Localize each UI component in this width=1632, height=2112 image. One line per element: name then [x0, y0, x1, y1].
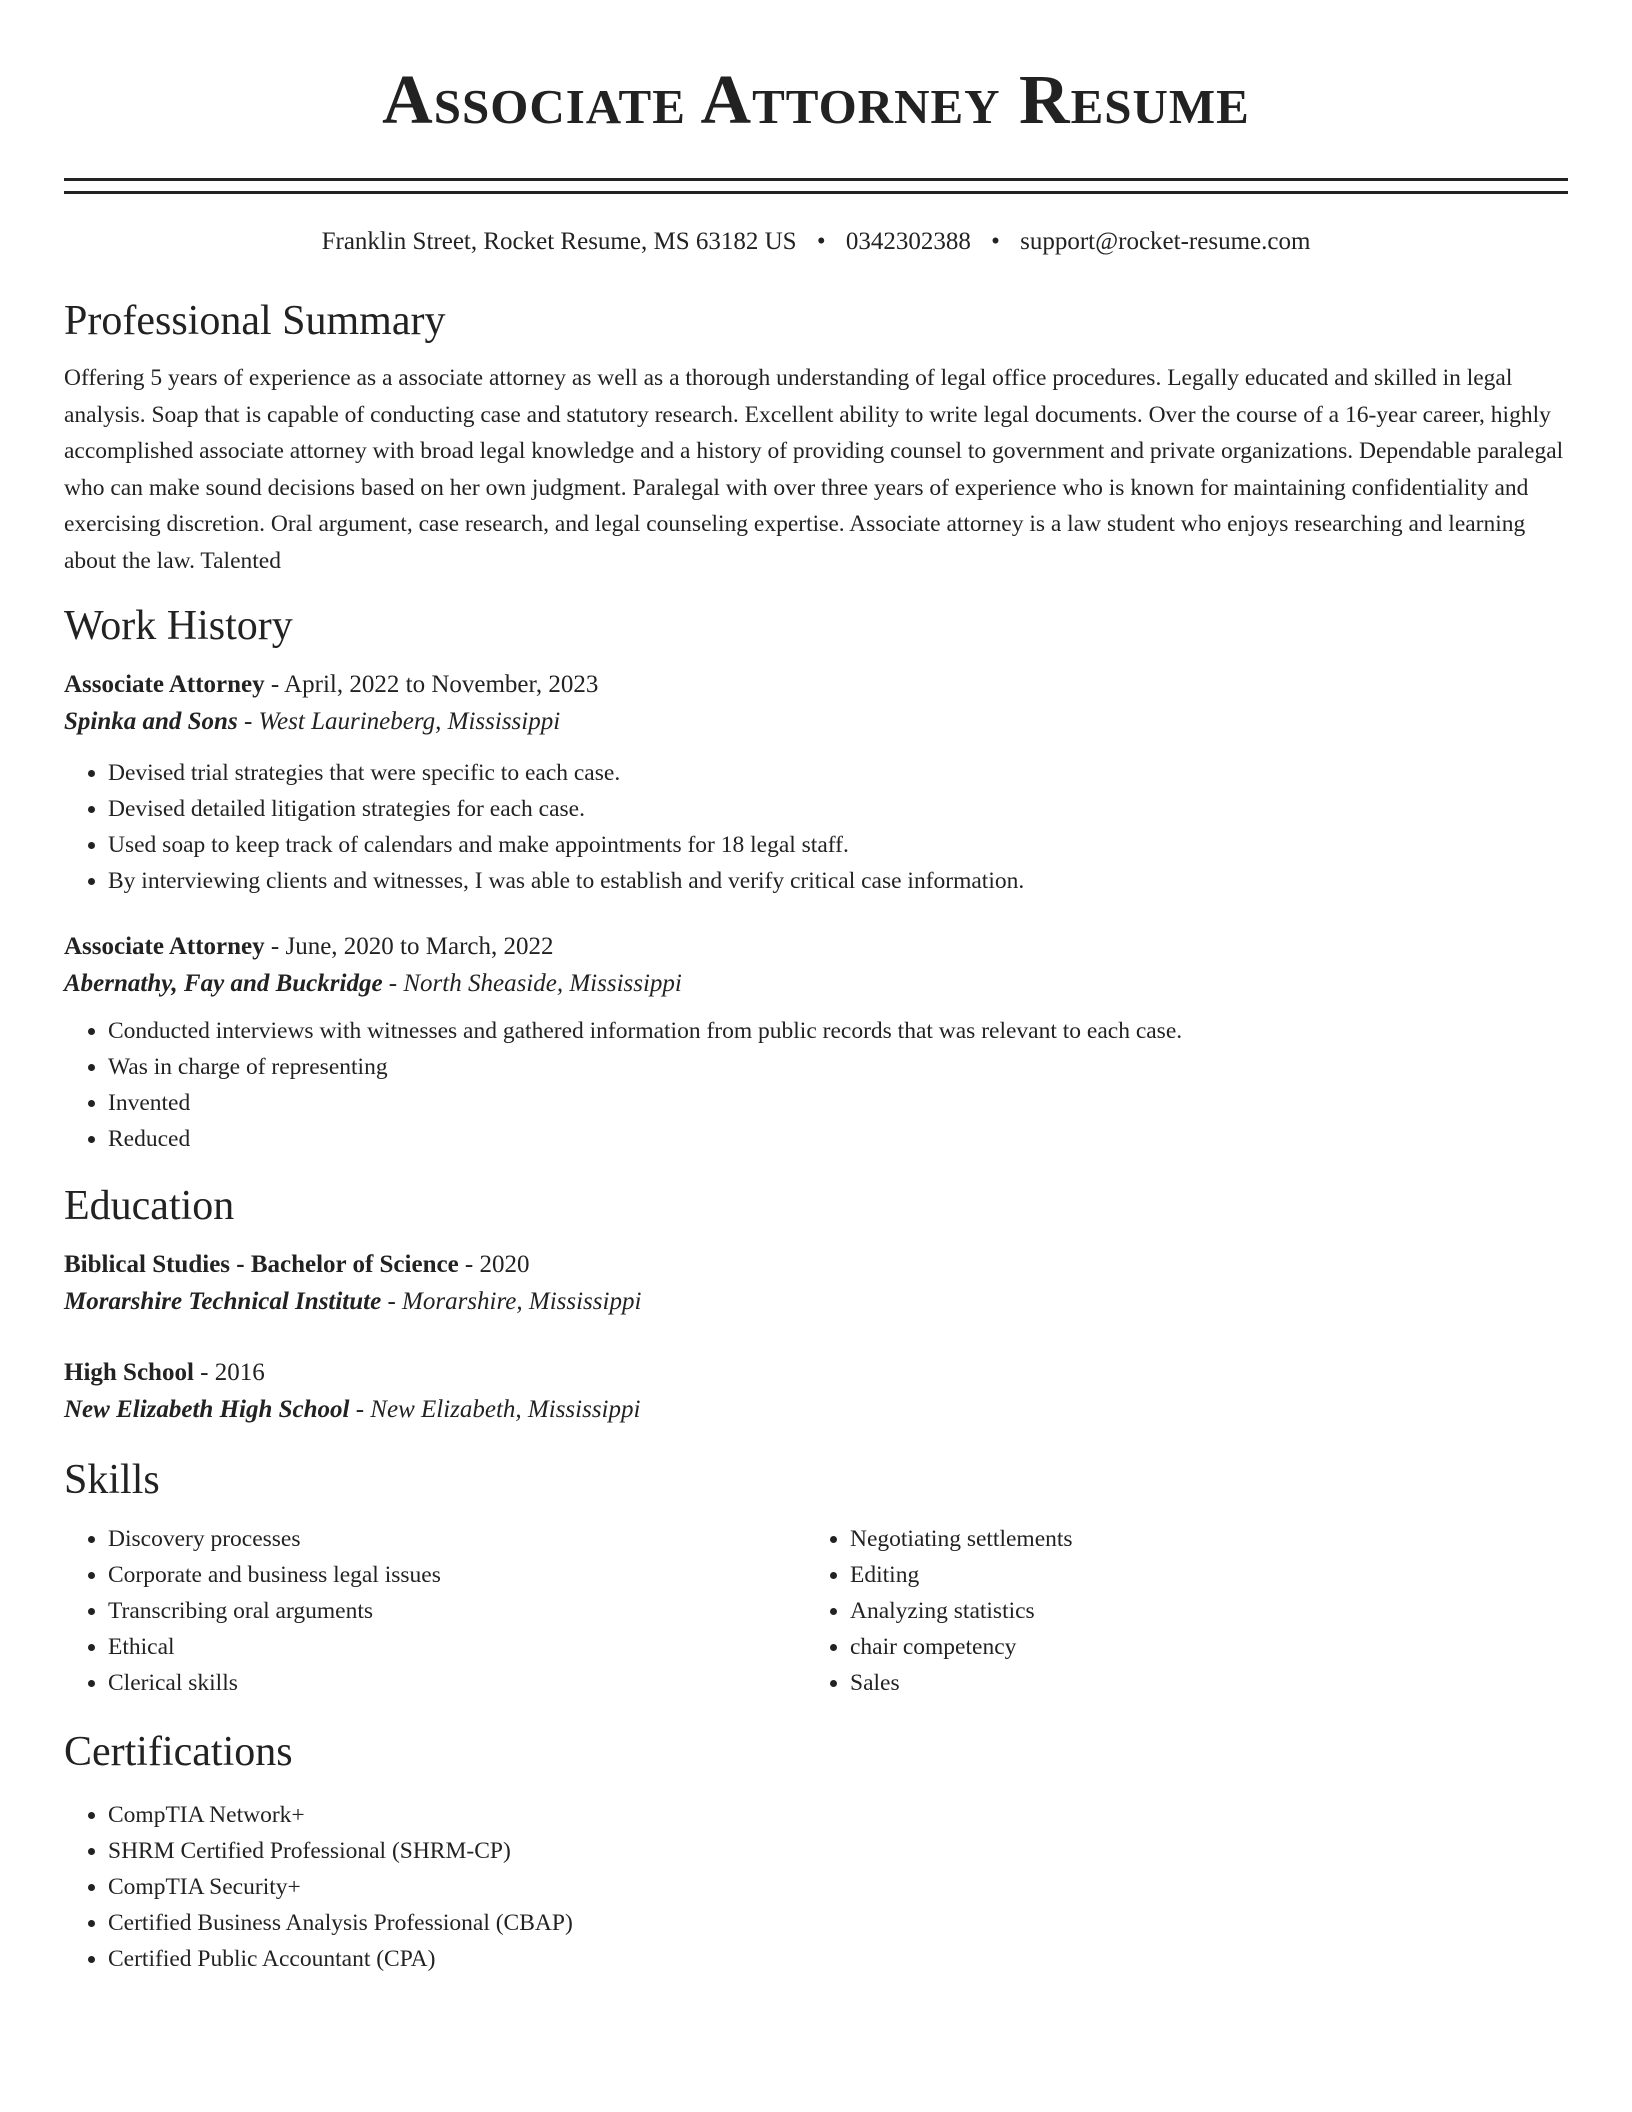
certifications-heading: Certifications [64, 1729, 293, 1775]
job-title: Associate Attorney [64, 933, 265, 960]
skill-item: • Corporate and business legal issues [108, 1557, 806, 1593]
education-school-line [64, 1283, 1568, 1321]
contact-phone: 0342302388 [845, 228, 971, 255]
contact-line [64, 224, 1568, 260]
job-employer: Abernathy, Fay and Buckridge [64, 970, 383, 997]
certifications-section [64, 1725, 1568, 1977]
job-title-line [64, 667, 1568, 703]
skill-item: • Negotiating settlements [850, 1521, 1548, 1557]
education-section [64, 1179, 1568, 1429]
summary-section [64, 294, 1568, 579]
education-location: - Morarshire, Mississippi [381, 1288, 642, 1315]
job-bullet: • Conducted interviews with witnesses and gathered information from public records that was relevant to each case. [108, 1013, 1568, 1049]
skills-heading: Skills [64, 1457, 160, 1503]
certification-item: • CompTIA Network+ [108, 1797, 1568, 1833]
job-dates: - June, 2020 to March, 2022 [264, 933, 554, 960]
skills-grid [64, 1521, 1568, 1701]
skill-item: • Clerical skills [108, 1665, 806, 1701]
skill-item: • Discovery processes [108, 1521, 806, 1557]
skills-left-column [64, 1521, 806, 1701]
certifications-list [64, 1797, 1568, 1977]
job-location: - West Laurineberg, Mississippi [237, 708, 561, 735]
education-degree-line [64, 1247, 1568, 1283]
job-location: - North Sheaside, Mississippi [382, 970, 682, 997]
resume-title: Associate Attorney Resume [382, 62, 1250, 139]
work-history-section [64, 599, 1568, 1157]
job-bullets [64, 1013, 1568, 1157]
skill-item: • Transcribing oral arguments [108, 1593, 806, 1629]
skill-item: • Analyzing statistics [850, 1593, 1548, 1629]
education-year: - 2020 [458, 1251, 530, 1278]
education-school-line [64, 1391, 1568, 1429]
title-double-rule [64, 178, 1568, 194]
job-bullet: • Invented [108, 1085, 1568, 1121]
job-employer-line [64, 965, 1568, 1003]
job-title-line [64, 929, 1568, 965]
job-bullet: • Devised detailed litigation strategies for each case. [108, 791, 1568, 827]
job-bullet: • Devised trial strategies that were specific to each case. [108, 755, 1568, 791]
job-dates: - April, 2022 to November, 2023 [264, 671, 599, 698]
certification-item: • CompTIA Security+ [108, 1869, 1568, 1905]
job-title: Associate Attorney [64, 671, 265, 698]
education-year: - 2016 [193, 1359, 265, 1386]
job-bullet: • By interviewing clients and witnesses, I was able to establish and verify critical case information. [108, 863, 1568, 899]
summary-text: Offering 5 years of experience as a associate attorney as well as a thorough understanding of legal office procedures. Legally educated and skilled in legal analysis. Soap that is capable of conducting case and statutory research. Excellent ability to write legal documents. Over the course of a 16-year career, highly accomplished associate attorney with broad legal knowledge and a history of providing counsel to government and private organizations. Dependable paralegal who can make sound decisions based on her own judgment. Paralegal with over three years of experience who is known for maintaining confidentiality and exercising discretion. Oral argument, case research, and legal counseling expertise. Associate attorney is a law student who enjoys researching and learning about the law. Talented [64, 365, 1564, 574]
certification-item: • Certified Public Accountant (CPA) [108, 1941, 1568, 1977]
job-bullets [64, 755, 1568, 899]
skill-item: • chair competency [850, 1629, 1548, 1665]
contact-email: support@rocket-resume.com [1020, 228, 1311, 255]
education-school: Morarshire Technical Institute [64, 1288, 382, 1315]
education-degree-line [64, 1355, 1568, 1391]
education-school: New Elizabeth High School [64, 1396, 350, 1423]
contact-separator: • [816, 228, 826, 255]
job-entry [64, 929, 1568, 1157]
job-bullet: • Used soap to keep track of calendars and make appointments for 18 legal staff. [108, 827, 1568, 863]
education-heading: Education [64, 1183, 235, 1229]
skills-right-column [806, 1521, 1548, 1701]
contact-address: Franklin Street, Rocket Resume, MS 63182 US [321, 228, 797, 255]
skill-item: • Ethical [108, 1629, 806, 1665]
job-entry [64, 667, 1568, 899]
contact-separator: • [991, 228, 1000, 255]
certification-item: • SHRM Certified Professional (SHRM-CP) [108, 1833, 1568, 1869]
skills-section [64, 1453, 1568, 1701]
job-bullet: • Was in charge of representing [108, 1049, 1568, 1085]
education-entry [64, 1355, 1568, 1429]
summary-heading: Professional Summary [64, 298, 446, 344]
job-employer-line [64, 703, 1568, 741]
certification-item: • Certified Business Analysis Professional (CBAP) [108, 1905, 1568, 1941]
skill-item: • Editing [850, 1557, 1548, 1593]
job-bullet: • Reduced [108, 1121, 1568, 1157]
skill-item: • Sales [850, 1665, 1548, 1701]
education-entry [64, 1247, 1568, 1321]
education-degree: High School [64, 1359, 194, 1386]
education-degree: Biblical Studies - Bachelor of Science [64, 1251, 459, 1278]
work-history-heading: Work History [64, 603, 293, 649]
job-employer: Spinka and Sons [64, 708, 238, 735]
education-location: - New Elizabeth, Mississippi [349, 1396, 641, 1423]
